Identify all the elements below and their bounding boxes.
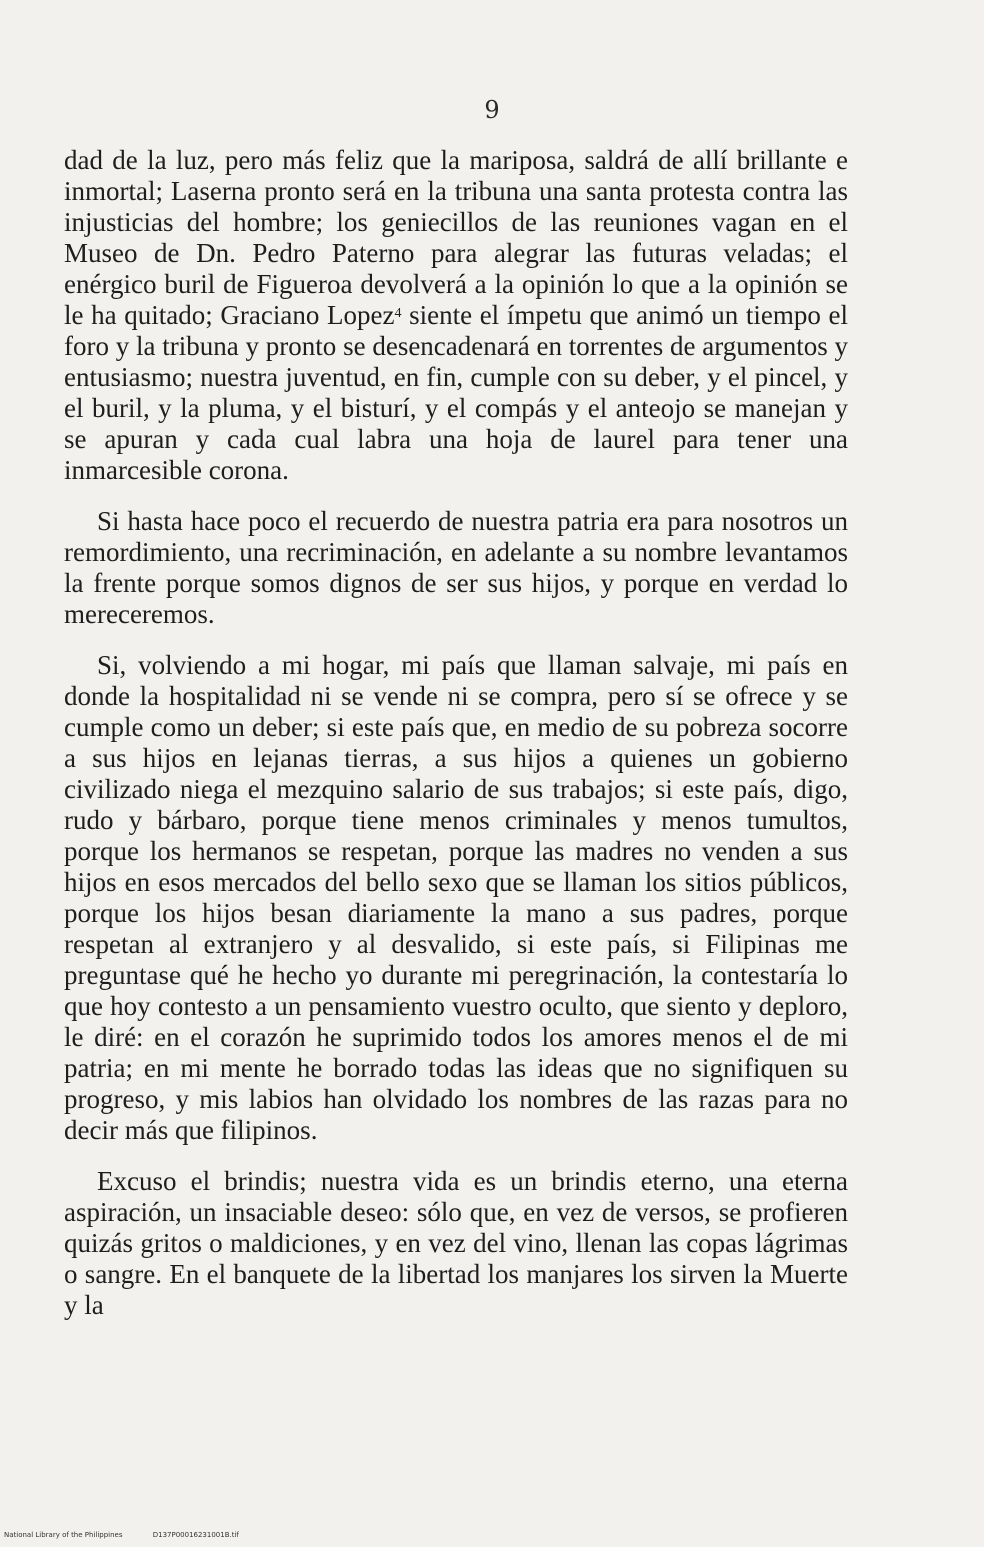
paragraph-2: Si hasta hace poco el recuerdo de nuestra patria era para nosotros un remordimiento, una recriminación, en adelante a su nombre levantamos la frente porque somos dignos de ser sus hijos, y porque en verdad lo mereceremos. — [64, 506, 848, 629]
footnote-marker: 4 — [394, 306, 402, 321]
paragraph-1-text-before: dad de la luz, pero más feliz que la mariposa, saldrá de allí brillante e inmortal; Laserna pronto será en la tribuna una santa protesta contra las injusticias del hombre; los geniecillos de las reuniones vagan en el Museo de Dn. Pedro Paterno para alegrar las futuras veladas; el enérgico buril de Figueroa devolverá a la opinión lo que a la opinión se le ha quitado; Graciano Lopez — [64, 145, 848, 330]
paragraph-1-text-after: siente el ímpetu que animó un tiempo el foro y la tribuna y pronto se desencadenará en torrentes de argumentos y entusiasmo; nuestra juventud, en fin, cumple con su deber, y el pincel, y el buril, y la pluma, y el bisturí, y el compás y el anteojo se manejan y se apuran y cada cual labra una hoja de laurel para tener una inmarcesible corona. — [64, 300, 848, 485]
page-number: 9 — [484, 96, 500, 124]
scan-footer — [4, 1531, 267, 1539]
body-text — [64, 145, 848, 1321]
paragraph-4: Excuso el brindis; nuestra vida es un brindis eterno, una eterna aspiración, un insaciable deseo: sólo que, en vez de versos, se profieren quizás gritos o maldiciones, y en vez del vino, llenan las copas lágrimas o sangre. En el banquete de la libertad los manjares los sirven la Muerte y la — [64, 1166, 848, 1320]
paragraph-3: Si, volviendo a mi hogar, mi país que llaman salvaje, mi país en donde la hospitalidad ni se vende ni se compra, pero sí se ofrece y se cumple como un deber; si este país que, en medio de su pobreza socorre a sus hijos en lejanas tierras, a sus hijos a quienes un gobierno civilizado niega el mezquino salario de sus trabajos; si este país, digo, rudo y bárbaro, porque tiene menos criminales y menos tumultos, porque los hermanos se respetan, porque las madres no venden a sus hijos en esos mercados del bello sexo que se llaman los sitios públicos, porque los hijos besan diariamente la mano a sus padres, porque respetan al extranjero y al desvalido, si este país, si Filipinas me preguntase qué he hecho yo durante mi peregrinación, la contestaría lo que hoy contesto a un pensamiento vuestro oculto, que siento y deploro, le diré: en el corazón he suprimido todos los amores menos el de mi patria; en mi mente he borrado todas las ideas que no signifiquen su progreso, y mis labios han olvidado los nombres de las razas para no decir más que filipinos. — [64, 650, 848, 1145]
footer-code: D137P00016231001B.tif — [152, 1531, 239, 1539]
footer-library: National Library of the Philippines — [4, 1531, 123, 1539]
paragraph-1 — [64, 145, 848, 486]
